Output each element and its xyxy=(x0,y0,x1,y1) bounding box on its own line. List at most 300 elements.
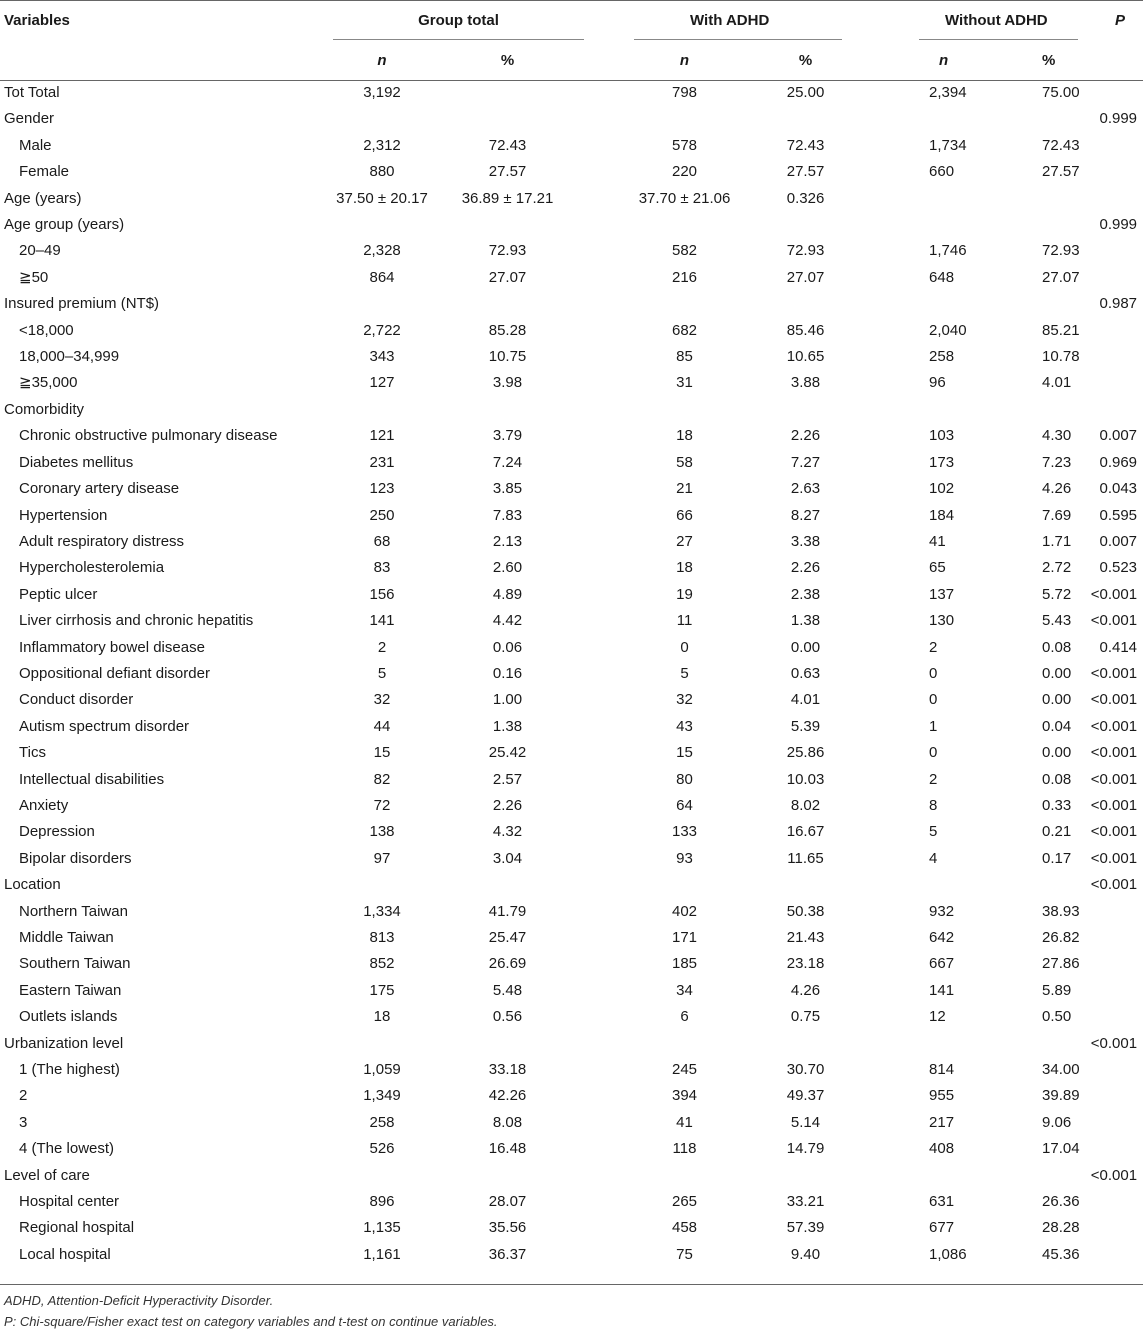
cell-total-n xyxy=(333,1163,431,1189)
cell-adhd-n: 93 xyxy=(676,849,693,867)
cell-adhd-pct: 4.26 xyxy=(790,981,821,999)
cell-adhd-pct xyxy=(735,212,876,238)
cell-adhd-pct: 8.27 xyxy=(790,506,821,524)
table-row xyxy=(0,951,1143,977)
cell-adhd-n xyxy=(634,397,735,423)
table-row xyxy=(0,872,1143,898)
cell-total-pct: 2.57 xyxy=(492,770,523,788)
cell-noadhd-n: 103 xyxy=(929,427,955,445)
row-label: Female xyxy=(19,163,70,181)
table-row xyxy=(0,238,1143,264)
row-label: Age group (years) xyxy=(4,216,125,234)
cell-noadhd-pct: 38.93 xyxy=(1042,902,1080,920)
cell-p-value: 0.999 xyxy=(1099,110,1138,128)
cell-adhd-n: 66 xyxy=(676,506,693,524)
cell-adhd-n: 118 xyxy=(672,1140,697,1158)
cell-adhd-n: 18 xyxy=(676,559,693,577)
cell-noadhd-pct: 27.07 xyxy=(1042,268,1080,286)
cell-total-n: 1,349 xyxy=(363,1087,401,1105)
cell-p-value xyxy=(1076,397,1143,423)
cell-adhd-pct: 5.14 xyxy=(790,1113,821,1131)
row-label: Autism spectrum disorder xyxy=(19,717,190,735)
cell-noadhd-pct: 7.23 xyxy=(1042,453,1072,471)
cell-noadhd-pct: 75.00 xyxy=(1042,84,1080,101)
cell-total-n: 343 xyxy=(369,348,395,366)
cell-noadhd-n: 184 xyxy=(929,506,955,524)
row-label: Oppositional defiant disorder xyxy=(19,664,210,682)
cell-noadhd-pct: 72.43 xyxy=(1042,136,1080,154)
cell-total-n: 68 xyxy=(373,532,391,550)
cell-adhd-pct xyxy=(735,106,876,132)
cell-noadhd-pct xyxy=(1042,212,1076,238)
cell-adhd-pct: 10.65 xyxy=(786,348,825,366)
cell-adhd-pct: 57.39 xyxy=(786,1219,825,1237)
cell-adhd-pct: 0.00 xyxy=(790,638,821,656)
row-label: Adult respiratory distress xyxy=(19,532,185,550)
cell-total-pct: 4.89 xyxy=(492,585,523,603)
cell-noadhd-n xyxy=(919,1163,1042,1189)
row-label: Anxiety xyxy=(19,796,69,814)
cell-noadhd-n: 2 xyxy=(929,770,938,788)
cell-adhd-n: 394 xyxy=(672,1087,698,1105)
header-group-total xyxy=(333,0,584,40)
header-adhd-pct: % xyxy=(798,51,813,69)
cell-p-value xyxy=(1076,1083,1143,1109)
cell-noadhd-pct xyxy=(1042,872,1076,898)
cell-total-pct: 7.83 xyxy=(492,506,523,524)
cell-total-n xyxy=(333,872,431,898)
row-label: Conduct disorder xyxy=(19,691,134,709)
cell-adhd-pct: 0.75 xyxy=(790,1008,821,1026)
cell-total-pct: 42.26 xyxy=(488,1087,527,1105)
header-p: P xyxy=(1115,11,1126,29)
cell-noadhd-pct: 10.78 xyxy=(1042,348,1080,366)
cell-adhd-n: 582 xyxy=(672,242,698,260)
row-label: 3 xyxy=(19,1113,28,1131)
table-row xyxy=(0,529,1143,555)
cell-adhd-pct: 25.00 xyxy=(786,84,825,101)
cell-total-pct: 85.28 xyxy=(488,321,527,339)
cell-adhd-n xyxy=(634,291,735,317)
cell-adhd-pct: 9.40 xyxy=(790,1245,821,1263)
cell-p-value: <0.001 xyxy=(1090,744,1138,762)
cell-total-pct: 16.48 xyxy=(488,1140,527,1158)
cell-total-pct xyxy=(431,106,584,132)
cell-total-pct: 27.57 xyxy=(488,163,527,181)
cell-noadhd-n xyxy=(919,1031,1042,1057)
table-row xyxy=(0,159,1143,185)
table-row xyxy=(0,1110,1143,1136)
cell-noadhd-n: 0 xyxy=(929,691,938,709)
cell-noadhd-n: 1,746 xyxy=(929,242,967,260)
cell-noadhd-n: 12 xyxy=(929,1008,946,1026)
cell-adhd-pct: 8.02 xyxy=(790,796,821,814)
cell-total-n: 2 xyxy=(377,638,387,656)
cell-total-pct xyxy=(431,872,584,898)
row-label: Gender xyxy=(4,110,55,128)
cell-adhd-pct: 0.63 xyxy=(790,664,821,682)
table-bottom-rule xyxy=(0,1284,1143,1285)
cell-noadhd-n: 1,734 xyxy=(929,136,967,154)
cell-total-n: 880 xyxy=(369,163,395,181)
cell-adhd-pct: 4.01 xyxy=(790,691,821,709)
cell-noadhd-n: 955 xyxy=(929,1087,955,1105)
cell-adhd-n xyxy=(634,872,735,898)
cell-adhd-n: 80 xyxy=(676,770,693,788)
cell-total-n: 127 xyxy=(369,374,395,392)
cell-noadhd-pct: 7.69 xyxy=(1042,506,1072,524)
cell-total-n: 813 xyxy=(369,929,395,946)
table-row xyxy=(0,106,1143,132)
cell-total-pct: 33.18 xyxy=(488,1061,527,1079)
cell-total-n: 156 xyxy=(369,585,395,603)
cell-adhd-pct: 2.63 xyxy=(790,480,821,498)
cell-total-pct: 3.85 xyxy=(492,480,523,498)
cell-noadhd-n xyxy=(919,186,1042,212)
row-label: Hypercholesterolemia xyxy=(19,559,165,577)
row-label: Liver cirrhosis and chronic hepatitis xyxy=(19,612,254,630)
cell-noadhd-pct: 0.04 xyxy=(1042,717,1072,735)
cell-adhd-pct: 14.79 xyxy=(786,1140,825,1158)
row-label: 20–49 xyxy=(19,242,61,260)
cell-adhd-n: 5 xyxy=(680,664,689,682)
cell-adhd-n: 58 xyxy=(676,453,693,471)
row-label: 4 (The lowest) xyxy=(19,1140,115,1158)
cell-adhd-pct: 3.38 xyxy=(790,532,821,550)
cell-total-pct: 25.47 xyxy=(488,929,527,946)
cell-noadhd-pct: 0.00 xyxy=(1042,691,1072,709)
table-row xyxy=(0,582,1143,608)
cell-p-value: 0.595 xyxy=(1099,506,1138,524)
cell-adhd-n: 458 xyxy=(672,1219,698,1237)
cell-adhd-pct: 49.37 xyxy=(786,1087,825,1105)
cell-p-value xyxy=(1076,265,1143,291)
cell-noadhd-n: 642 xyxy=(929,929,955,946)
cell-adhd-pct: 5.39 xyxy=(790,717,821,735)
cell-p-value xyxy=(1076,1189,1143,1215)
cell-p-value: <0.001 xyxy=(1090,585,1138,603)
cell-p-value: <0.001 xyxy=(1090,1034,1138,1052)
cell-adhd-n: 41 xyxy=(676,1113,693,1131)
header-adhd-n: n xyxy=(679,51,690,69)
cell-adhd-n: 133 xyxy=(672,823,698,841)
table-row xyxy=(0,1189,1143,1215)
cell-total-n: 852 xyxy=(369,955,395,973)
cell-adhd-n xyxy=(634,212,735,238)
table-row xyxy=(0,846,1143,872)
row-label: Bipolar disorders xyxy=(19,849,132,867)
cell-noadhd-n: 130 xyxy=(929,612,955,630)
table-row xyxy=(0,1215,1143,1241)
cell-noadhd-n: 648 xyxy=(929,268,955,286)
cell-noadhd-n: 258 xyxy=(929,348,955,366)
cell-noadhd-n: 631 xyxy=(929,1193,955,1211)
cell-total-pct: 5.48 xyxy=(492,981,523,999)
cell-noadhd-pct: 0.00 xyxy=(1042,744,1072,762)
cell-p-value xyxy=(1076,1004,1143,1030)
table-row xyxy=(0,1057,1143,1083)
cell-noadhd-pct: 28.28 xyxy=(1042,1219,1080,1237)
cell-adhd-pct: 25.86 xyxy=(786,744,825,762)
cell-adhd-pct: 0.326 xyxy=(786,189,825,207)
table-row xyxy=(0,344,1143,370)
cell-noadhd-pct xyxy=(1042,397,1076,423)
table-row xyxy=(0,925,1143,951)
cell-noadhd-pct: 0.00 xyxy=(1042,664,1072,682)
cell-total-n: 141 xyxy=(369,612,395,630)
table-row xyxy=(0,740,1143,766)
cell-total-n: 82 xyxy=(373,770,391,788)
cell-p-value: 0.043 xyxy=(1099,480,1138,498)
cell-p-value: <0.001 xyxy=(1090,770,1138,788)
cell-noadhd-pct: 0.21 xyxy=(1042,823,1072,841)
row-label: Outlets islands xyxy=(19,1008,118,1026)
cell-noadhd-pct: 34.00 xyxy=(1042,1061,1080,1079)
cell-total-n xyxy=(333,106,431,132)
table-row xyxy=(0,133,1143,159)
cell-adhd-n: 34 xyxy=(676,981,693,999)
cell-adhd-pct: 11.65 xyxy=(787,849,824,867)
cell-noadhd-pct: 0.08 xyxy=(1042,770,1072,788)
cell-total-pct: 3.98 xyxy=(492,374,523,392)
cell-p-value: <0.001 xyxy=(1090,1166,1138,1184)
cell-p-value: <0.001 xyxy=(1090,664,1138,682)
cell-total-n: 15 xyxy=(373,744,391,762)
table-row xyxy=(0,1163,1143,1189)
cell-total-pct: 36.89 ± 17.21 xyxy=(461,189,554,207)
header-group-total-label: Group total xyxy=(418,11,499,29)
cell-total-n: 1,161 xyxy=(363,1245,401,1263)
cell-noadhd-n: 2,394 xyxy=(929,84,967,101)
cell-total-pct: 4.42 xyxy=(492,612,523,630)
cell-noadhd-n xyxy=(919,872,1042,898)
cell-p-value xyxy=(1076,951,1143,977)
cell-adhd-pct: 2.26 xyxy=(790,427,821,445)
cell-total-n xyxy=(333,397,431,423)
table-header-rule xyxy=(0,80,1143,81)
cell-noadhd-pct: 72.93 xyxy=(1042,242,1080,260)
cell-total-n: 121 xyxy=(369,427,395,445)
header-total-pct: % xyxy=(500,51,515,69)
cell-total-n: 2,312 xyxy=(363,136,401,154)
cell-adhd-pct: 50.38 xyxy=(786,902,825,920)
cell-total-n xyxy=(333,291,431,317)
cell-adhd-pct: 1.38 xyxy=(790,612,821,630)
footnote-p-value: P: Chi-square/Fisher exact test on category variables and t-test on continue variables. xyxy=(4,1314,498,1329)
cell-total-n: 18 xyxy=(373,1008,391,1026)
cell-noadhd-n xyxy=(919,397,1042,423)
cell-total-n: 250 xyxy=(369,506,395,524)
cell-adhd-pct: 72.43 xyxy=(786,136,825,154)
cell-adhd-n: 19 xyxy=(676,585,693,603)
cell-adhd-n: 682 xyxy=(672,321,698,339)
cell-noadhd-pct: 45.36 xyxy=(1042,1245,1080,1263)
cell-noadhd-n: 2,040 xyxy=(929,321,967,339)
cell-total-n: 97 xyxy=(373,849,391,867)
cell-total-n: 44 xyxy=(373,717,391,735)
cell-total-n xyxy=(333,1031,431,1057)
cell-p-value xyxy=(1076,80,1143,106)
cell-noadhd-n: 137 xyxy=(929,585,955,603)
cell-adhd-n: 31 xyxy=(676,374,693,392)
cell-adhd-n: 37.70 ± 21.06 xyxy=(638,189,731,207)
table-row xyxy=(0,1136,1143,1162)
cell-adhd-pct: 27.07 xyxy=(786,268,825,286)
cell-p-value: <0.001 xyxy=(1090,823,1138,841)
cell-total-pct: 27.07 xyxy=(488,268,527,286)
cell-adhd-n: 6 xyxy=(680,1008,689,1026)
cell-p-value: 0.999 xyxy=(1099,216,1138,234)
cell-total-pct: 72.43 xyxy=(488,136,527,154)
cell-total-pct: 25.42 xyxy=(488,744,527,762)
cell-adhd-n: 75 xyxy=(676,1245,693,1263)
cell-total-pct xyxy=(431,1031,584,1057)
cell-total-n: 2,722 xyxy=(363,321,401,339)
cell-noadhd-pct xyxy=(1042,1031,1076,1057)
row-label: Comorbidity xyxy=(4,400,85,418)
row-label: ≧35,000 xyxy=(19,374,78,392)
cell-p-value xyxy=(1076,238,1143,264)
cell-p-value xyxy=(1076,159,1143,185)
cell-total-pct: 36.37 xyxy=(488,1245,527,1263)
cell-adhd-pct: 27.57 xyxy=(786,163,825,181)
cell-noadhd-pct xyxy=(1042,106,1076,132)
cell-noadhd-pct: 4.01 xyxy=(1042,374,1072,392)
cell-p-value xyxy=(1076,1057,1143,1083)
cell-total-pct: 26.69 xyxy=(488,955,527,973)
header-variables: Variables xyxy=(4,11,70,29)
cell-p-value xyxy=(1076,186,1143,212)
row-label: 2 xyxy=(19,1087,28,1105)
row-label: 1 (The highest) xyxy=(19,1061,120,1079)
cell-adhd-pct: 16.67 xyxy=(786,823,825,841)
cell-noadhd-n: 41 xyxy=(929,532,946,550)
cell-total-n: 258 xyxy=(369,1113,395,1131)
header-noadhd-n: n xyxy=(939,51,949,69)
cell-adhd-n: 578 xyxy=(672,136,698,154)
cell-noadhd-n: 4 xyxy=(929,849,938,867)
cell-adhd-n: 402 xyxy=(672,902,698,920)
row-label: Urbanization level xyxy=(4,1034,124,1052)
cell-adhd-n: 171 xyxy=(672,929,698,946)
cell-noadhd-pct xyxy=(1042,291,1076,317)
cell-p-value: 0.987 xyxy=(1099,295,1138,313)
cell-noadhd-pct xyxy=(1042,186,1076,212)
cell-adhd-pct: 10.03 xyxy=(786,770,825,788)
header-with-adhd xyxy=(634,0,876,40)
cell-total-pct: 2.13 xyxy=(492,532,523,550)
header-with-adhd-rule xyxy=(634,39,842,40)
cell-adhd-pct: 2.26 xyxy=(790,559,821,577)
cell-total-n: 138 xyxy=(369,823,395,841)
cell-adhd-pct: 2.38 xyxy=(790,585,821,603)
cell-adhd-n: 245 xyxy=(672,1061,698,1079)
cell-total-n xyxy=(333,212,431,238)
table-row xyxy=(0,819,1143,845)
row-label: Inflammatory bowel disease xyxy=(19,638,205,656)
cell-adhd-pct: 3.88 xyxy=(790,374,821,392)
cell-noadhd-n: 217 xyxy=(929,1113,955,1131)
cell-adhd-n xyxy=(634,1163,735,1189)
cell-noadhd-n: 2 xyxy=(929,638,938,656)
table-row xyxy=(0,793,1143,819)
cell-adhd-n: 798 xyxy=(672,84,698,101)
cell-p-value: 0.007 xyxy=(1099,532,1138,550)
row-label: Depression xyxy=(19,823,95,841)
table-row xyxy=(0,767,1143,793)
table-row xyxy=(0,1242,1143,1268)
cell-p-value xyxy=(1076,370,1143,396)
cell-adhd-n: 85 xyxy=(676,348,693,366)
table-row xyxy=(0,978,1143,1004)
cell-noadhd-n: 932 xyxy=(929,902,955,920)
cell-adhd-n: 220 xyxy=(672,163,698,181)
cell-noadhd-pct: 9.06 xyxy=(1042,1113,1072,1131)
cell-total-pct: 8.08 xyxy=(492,1113,523,1131)
cell-adhd-pct: 85.46 xyxy=(786,321,825,339)
cell-adhd-n: 216 xyxy=(672,268,698,286)
cell-noadhd-pct: 26.36 xyxy=(1042,1193,1080,1211)
cell-total-n: 37.50 ± 20.17 xyxy=(336,189,428,207)
cell-total-n: 1,059 xyxy=(363,1061,401,1079)
row-label: Chronic obstructive pulmonary disease xyxy=(19,427,278,445)
cell-total-n: 3,192 xyxy=(363,84,401,101)
cell-adhd-pct: 33.21 xyxy=(786,1193,825,1211)
cell-noadhd-pct: 4.30 xyxy=(1042,427,1072,445)
cell-total-pct: 3.79 xyxy=(492,427,523,445)
row-label: Age (years) xyxy=(4,189,82,207)
cell-total-n: 72 xyxy=(373,796,391,814)
table-row xyxy=(0,397,1143,423)
table-row xyxy=(0,1004,1143,1030)
table-row xyxy=(0,661,1143,687)
table-row xyxy=(0,212,1143,238)
row-label: Intellectual disabilities xyxy=(19,770,165,788)
cell-noadhd-n: 0 xyxy=(929,744,938,762)
header-group-total-rule xyxy=(333,39,584,40)
row-label: Regional hospital xyxy=(19,1219,135,1237)
row-label: Eastern Taiwan xyxy=(19,981,122,999)
cell-total-n: 83 xyxy=(373,559,391,577)
table-row xyxy=(0,1031,1143,1057)
cell-total-n: 231 xyxy=(369,453,395,471)
cell-total-pct: 35.56 xyxy=(488,1219,527,1237)
table-row xyxy=(0,608,1143,634)
header-with-adhd-label: With ADHD xyxy=(690,11,770,29)
cell-noadhd-n: 173 xyxy=(929,453,955,471)
cell-total-pct xyxy=(431,212,584,238)
cell-noadhd-pct xyxy=(1042,1163,1076,1189)
cell-total-n: 526 xyxy=(369,1140,395,1158)
cell-p-value xyxy=(1076,1215,1143,1241)
cell-adhd-n: 27 xyxy=(676,532,693,550)
cell-total-pct: 2.60 xyxy=(492,559,523,577)
cell-adhd-n: 11 xyxy=(676,612,693,630)
cell-p-value: <0.001 xyxy=(1090,691,1138,709)
cell-noadhd-n xyxy=(919,291,1042,317)
cell-p-value: 0.969 xyxy=(1099,453,1138,471)
cell-noadhd-pct: 39.89 xyxy=(1042,1087,1080,1105)
cell-noadhd-n: 5 xyxy=(929,823,938,841)
cell-noadhd-pct: 5.89 xyxy=(1042,981,1072,999)
row-label: Hospital center xyxy=(19,1193,120,1211)
cell-p-value xyxy=(1076,133,1143,159)
cell-total-pct: 10.75 xyxy=(488,348,527,366)
row-label: Insured premium (NT$) xyxy=(4,295,160,313)
table-row xyxy=(0,291,1143,317)
row-label: Local hospital xyxy=(19,1245,111,1263)
cell-noadhd-n: 8 xyxy=(929,796,938,814)
